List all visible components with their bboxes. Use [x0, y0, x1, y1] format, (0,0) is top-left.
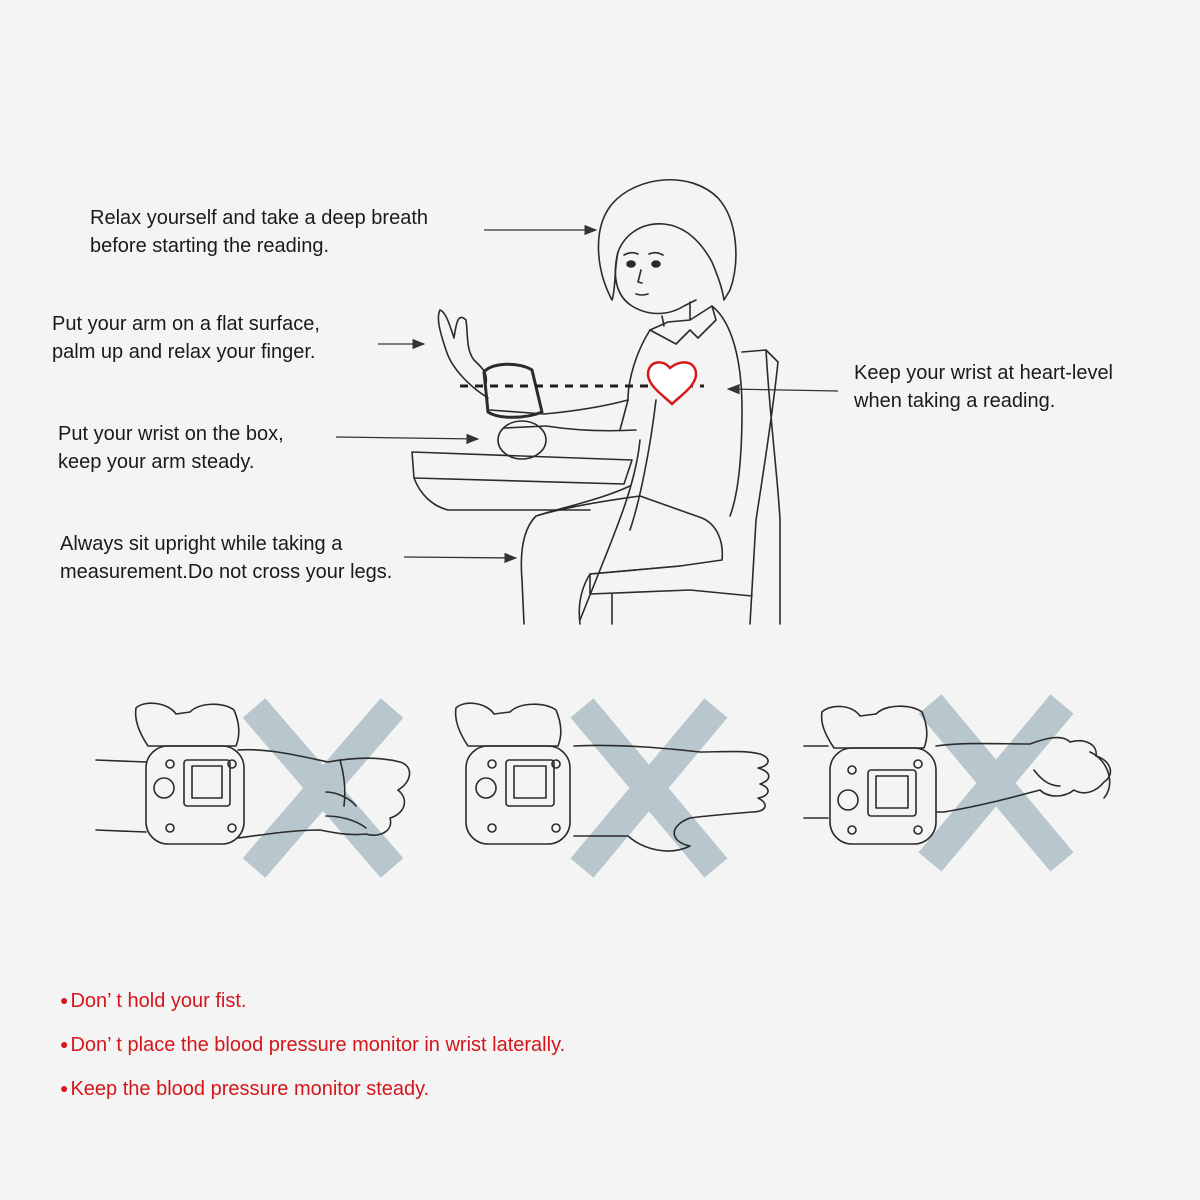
wrong-example-lateral — [804, 704, 1110, 862]
instruction-heart-level-line-1: Keep your wrist at heart-level — [854, 362, 1114, 384]
monitor-screen-inner — [514, 766, 546, 798]
legs — [521, 486, 722, 624]
arrow-wrist-box — [336, 437, 478, 439]
wrong-x-icon — [930, 704, 1062, 862]
nose — [638, 270, 642, 283]
monitor-lid — [136, 703, 239, 746]
warning-list — [60, 984, 565, 1116]
warning-text: Keep the blood pressure monitor steady. — [70, 1078, 430, 1100]
instruction-arm-line-2: palm up and relax your finger. — [52, 341, 316, 363]
arrow-sit — [404, 557, 516, 558]
wrong-x-icon — [254, 708, 392, 868]
monitor-lid — [822, 706, 927, 748]
instruction-sit-line-1: Always sit upright while taking a — [60, 533, 343, 555]
instruction-wrist-box-line-2: keep your arm steady. — [58, 451, 255, 473]
warning-bullet: ● — [60, 1080, 69, 1096]
warning-bullet: ● — [60, 992, 69, 1008]
instruction-wrist-box-line-1: Put your wrist on the box, — [58, 423, 284, 445]
instruction-sit-line-2: measurement.Do not cross your legs. — [60, 561, 393, 583]
instruction-heart-level-line-2: when taking a reading. — [854, 390, 1056, 412]
monitor-body — [830, 748, 936, 844]
monitor-button — [154, 778, 174, 798]
leader-arrows — [336, 230, 838, 558]
monitor-screen — [184, 760, 230, 806]
arrow-heart-level — [728, 389, 838, 391]
monitor-button — [838, 790, 858, 810]
heart-icon — [648, 362, 696, 404]
warning-bullet: ● — [60, 1036, 69, 1052]
wrong-x-icon — [582, 708, 716, 868]
warning-item — [60, 984, 565, 1028]
eyebrows — [624, 253, 663, 255]
instruction-arm-line-1: Put your arm on a flat surface, — [52, 313, 320, 335]
arm — [490, 400, 636, 431]
wrist-cuff — [484, 364, 542, 417]
right-eye — [652, 261, 660, 267]
monitor-lid — [456, 703, 561, 746]
mouth — [636, 294, 648, 295]
table — [412, 452, 632, 510]
warning-item — [60, 1028, 565, 1072]
monitor-button — [476, 778, 496, 798]
warning-text: Don’ t place the blood pressure monitor in wrist laterally. — [70, 1034, 566, 1056]
warning-item — [60, 1072, 565, 1116]
wrong-example-fist — [96, 703, 410, 868]
instruction-relax-line-2: before starting the reading. — [90, 235, 330, 257]
wrong-example-palm — [456, 703, 769, 868]
monitor-screen-inner — [192, 766, 222, 798]
collar — [650, 306, 716, 344]
warning-text: Don’ t hold your fist. — [70, 990, 247, 1012]
monitor-screen-inner — [876, 776, 908, 808]
left-eye — [627, 261, 635, 267]
instruction-relax-line-1: Relax yourself and take a deep breath — [90, 207, 428, 229]
hair — [598, 180, 735, 300]
